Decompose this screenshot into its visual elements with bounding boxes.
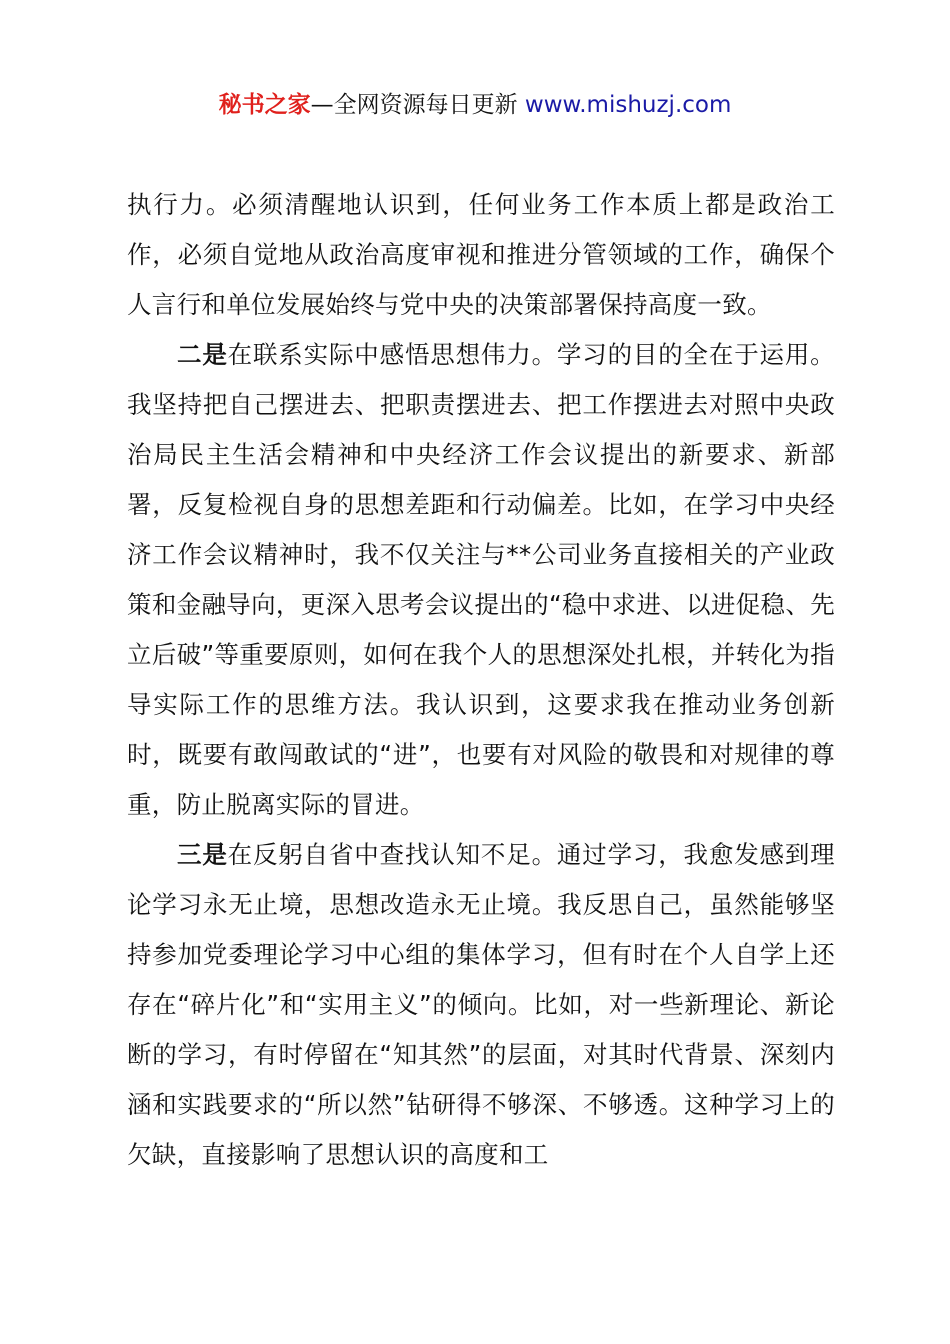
page-header xyxy=(0,88,950,122)
brand-name: 秘书之家 xyxy=(218,92,311,118)
paragraph-lead: 二是 xyxy=(177,340,228,369)
website-link[interactable]: www.mishuzj.com xyxy=(524,92,732,118)
paragraph-text: 在联系实际中感悟思想伟力。学习的目的全在于运用。我坚持把自己摆进去、把职责摆进去、把工作摆进去对照中央政治局民主生活会精神和中央经济工作会议提出的新要求、新部署，反复检视自身的思想差距和行动偏差。比如，在学习中央经济工作会议精神时，我不仅关注与**公司业务直接相关的产业政策和金融导向，更深入思考会议提出的“稳中求进、以进促稳、先立后破”等重要原则，如何在我个人的思想深处扎根，并转化为指导实际工作的思维方法。我认识到，这要求我在推动业务创新时，既要有敢闯敢试的“进”，也要有对风险的敬畏和对规律的尊重，防止脱离实际的冒进。 xyxy=(127,340,835,819)
paragraph-lead: 三是 xyxy=(177,840,228,869)
header-tagline: —全网资源每日更新 xyxy=(310,92,525,118)
paragraph-point-two xyxy=(127,330,835,830)
paragraph-continuation xyxy=(127,180,835,330)
paragraph-text: 执行力。必须清醒地认识到，任何业务工作本质上都是政治工作，必须自觉地从政治高度审视和推进分管领域的工作，确保个人言行和单位发展始终与党中央的决策部署保持高度一致。 xyxy=(127,190,835,319)
paragraph-text: 在反躬自省中查找认知不足。通过学习，我愈发感到理论学习永无止境，思想改造永无止境。我反思自己，虽然能够坚持参加党委理论学习中心组的集体学习，但有时在个人自学上还存在“碎片化”和“实用主义”的倾向。比如，对一些新理论、新论断的学习，有时停留在“知其然”的层面，对其时代背景、深刻内涵和实践要求的“所以然”钻研得不够深、不够透。这种学习上的欠缺，直接影响了思想认识的高度和工 xyxy=(127,840,835,1169)
paragraph-point-three xyxy=(127,830,835,1180)
document-body xyxy=(127,180,835,1180)
